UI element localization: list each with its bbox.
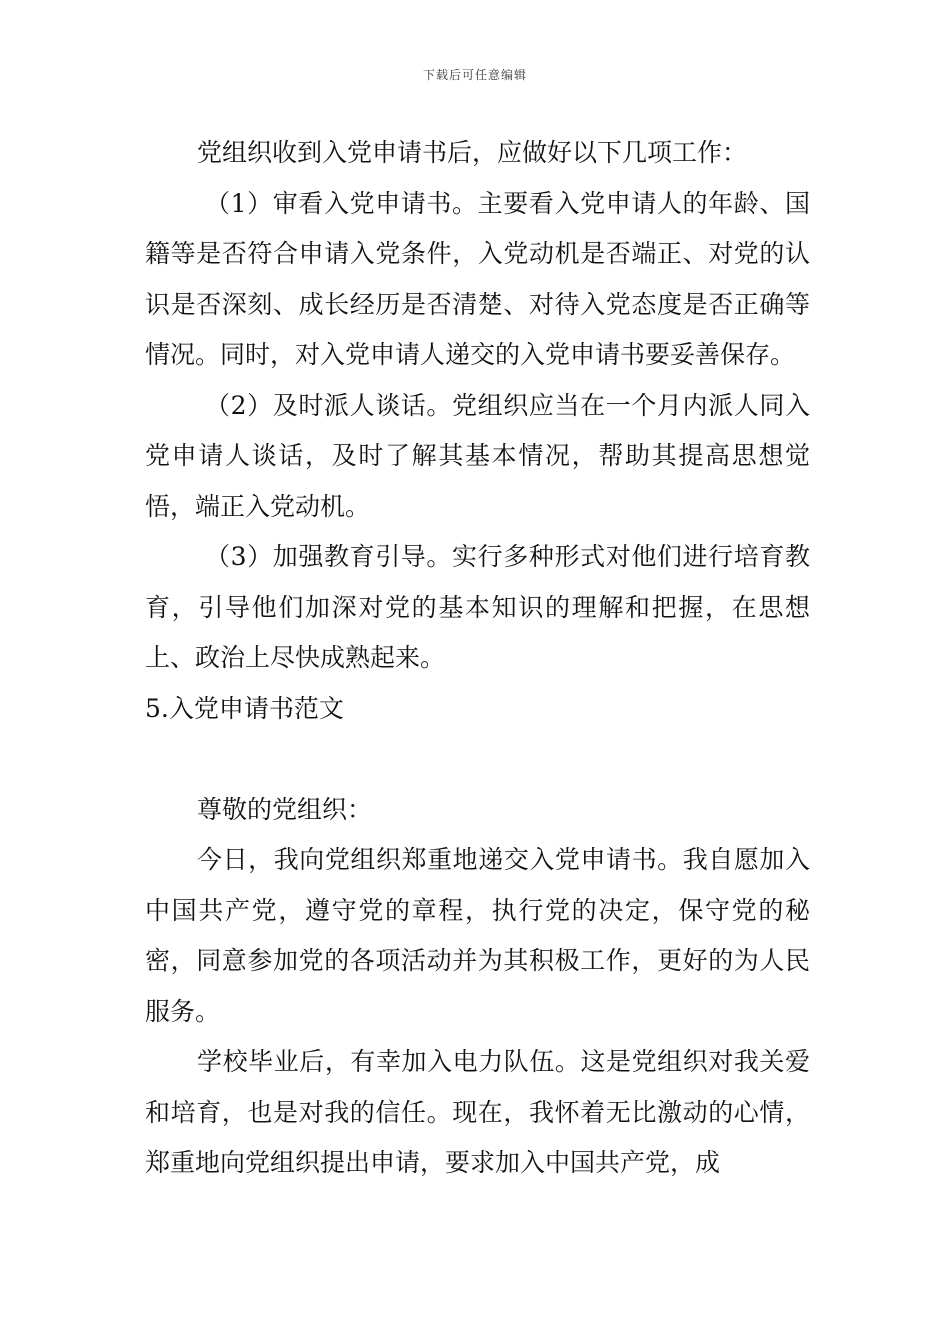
- letter-paragraph-2: 学校毕业后，有幸加入电力队伍。这是党组织对我关爱和培育，也是对我的信任。现在，我怀着无比激动的心情，郑重地向党组织提出申请，要求加入中国共产党，成: [145, 1047, 810, 1177]
- section-heading: 5.入党申请书范文: [145, 693, 344, 723]
- letter-paragraph-1: 今日，我向党组织郑重地递交入党申请书。我自愿加入中国共产党，遵守党的章程，执行党的决定，保守党的秘密，同意参加党的各项活动并为其积极工作，更好的为人民服务。: [145, 845, 810, 1026]
- intro-paragraph: 党组织收到入党申请书后，应做好以下几项工作：: [197, 138, 748, 167]
- page-header-note: 下载后可任意编辑: [422, 68, 527, 82]
- step-3-paragraph: （3）加强教育引导。实行多种形式对他们进行培育教育，引导他们加深对党的基本知识的理解和把握，在思想上、政治上尽快成熟起来。: [145, 542, 810, 672]
- blank-line: [145, 734, 810, 785]
- step-1-paragraph: （1）审看入党申请书。主要看入党申请人的年龄、国籍等是否符合申请入党条件，入党动机是否端正、对党的认识是否深刻、成长经历是否清楚、对待入党态度是否正确等情况。同时，对入党申请人递交的入党申请书要妥善保存。: [145, 188, 810, 369]
- letter-salutation: 尊敬的党组织：: [197, 794, 373, 824]
- step-2-paragraph: （2）及时派人谈话。党组织应当在一个月内派人同入党申请人谈话，及时了解其基本情况，帮助其提高思想觉悟，端正入党动机。: [145, 390, 810, 521]
- document-body: [145, 128, 810, 1189]
